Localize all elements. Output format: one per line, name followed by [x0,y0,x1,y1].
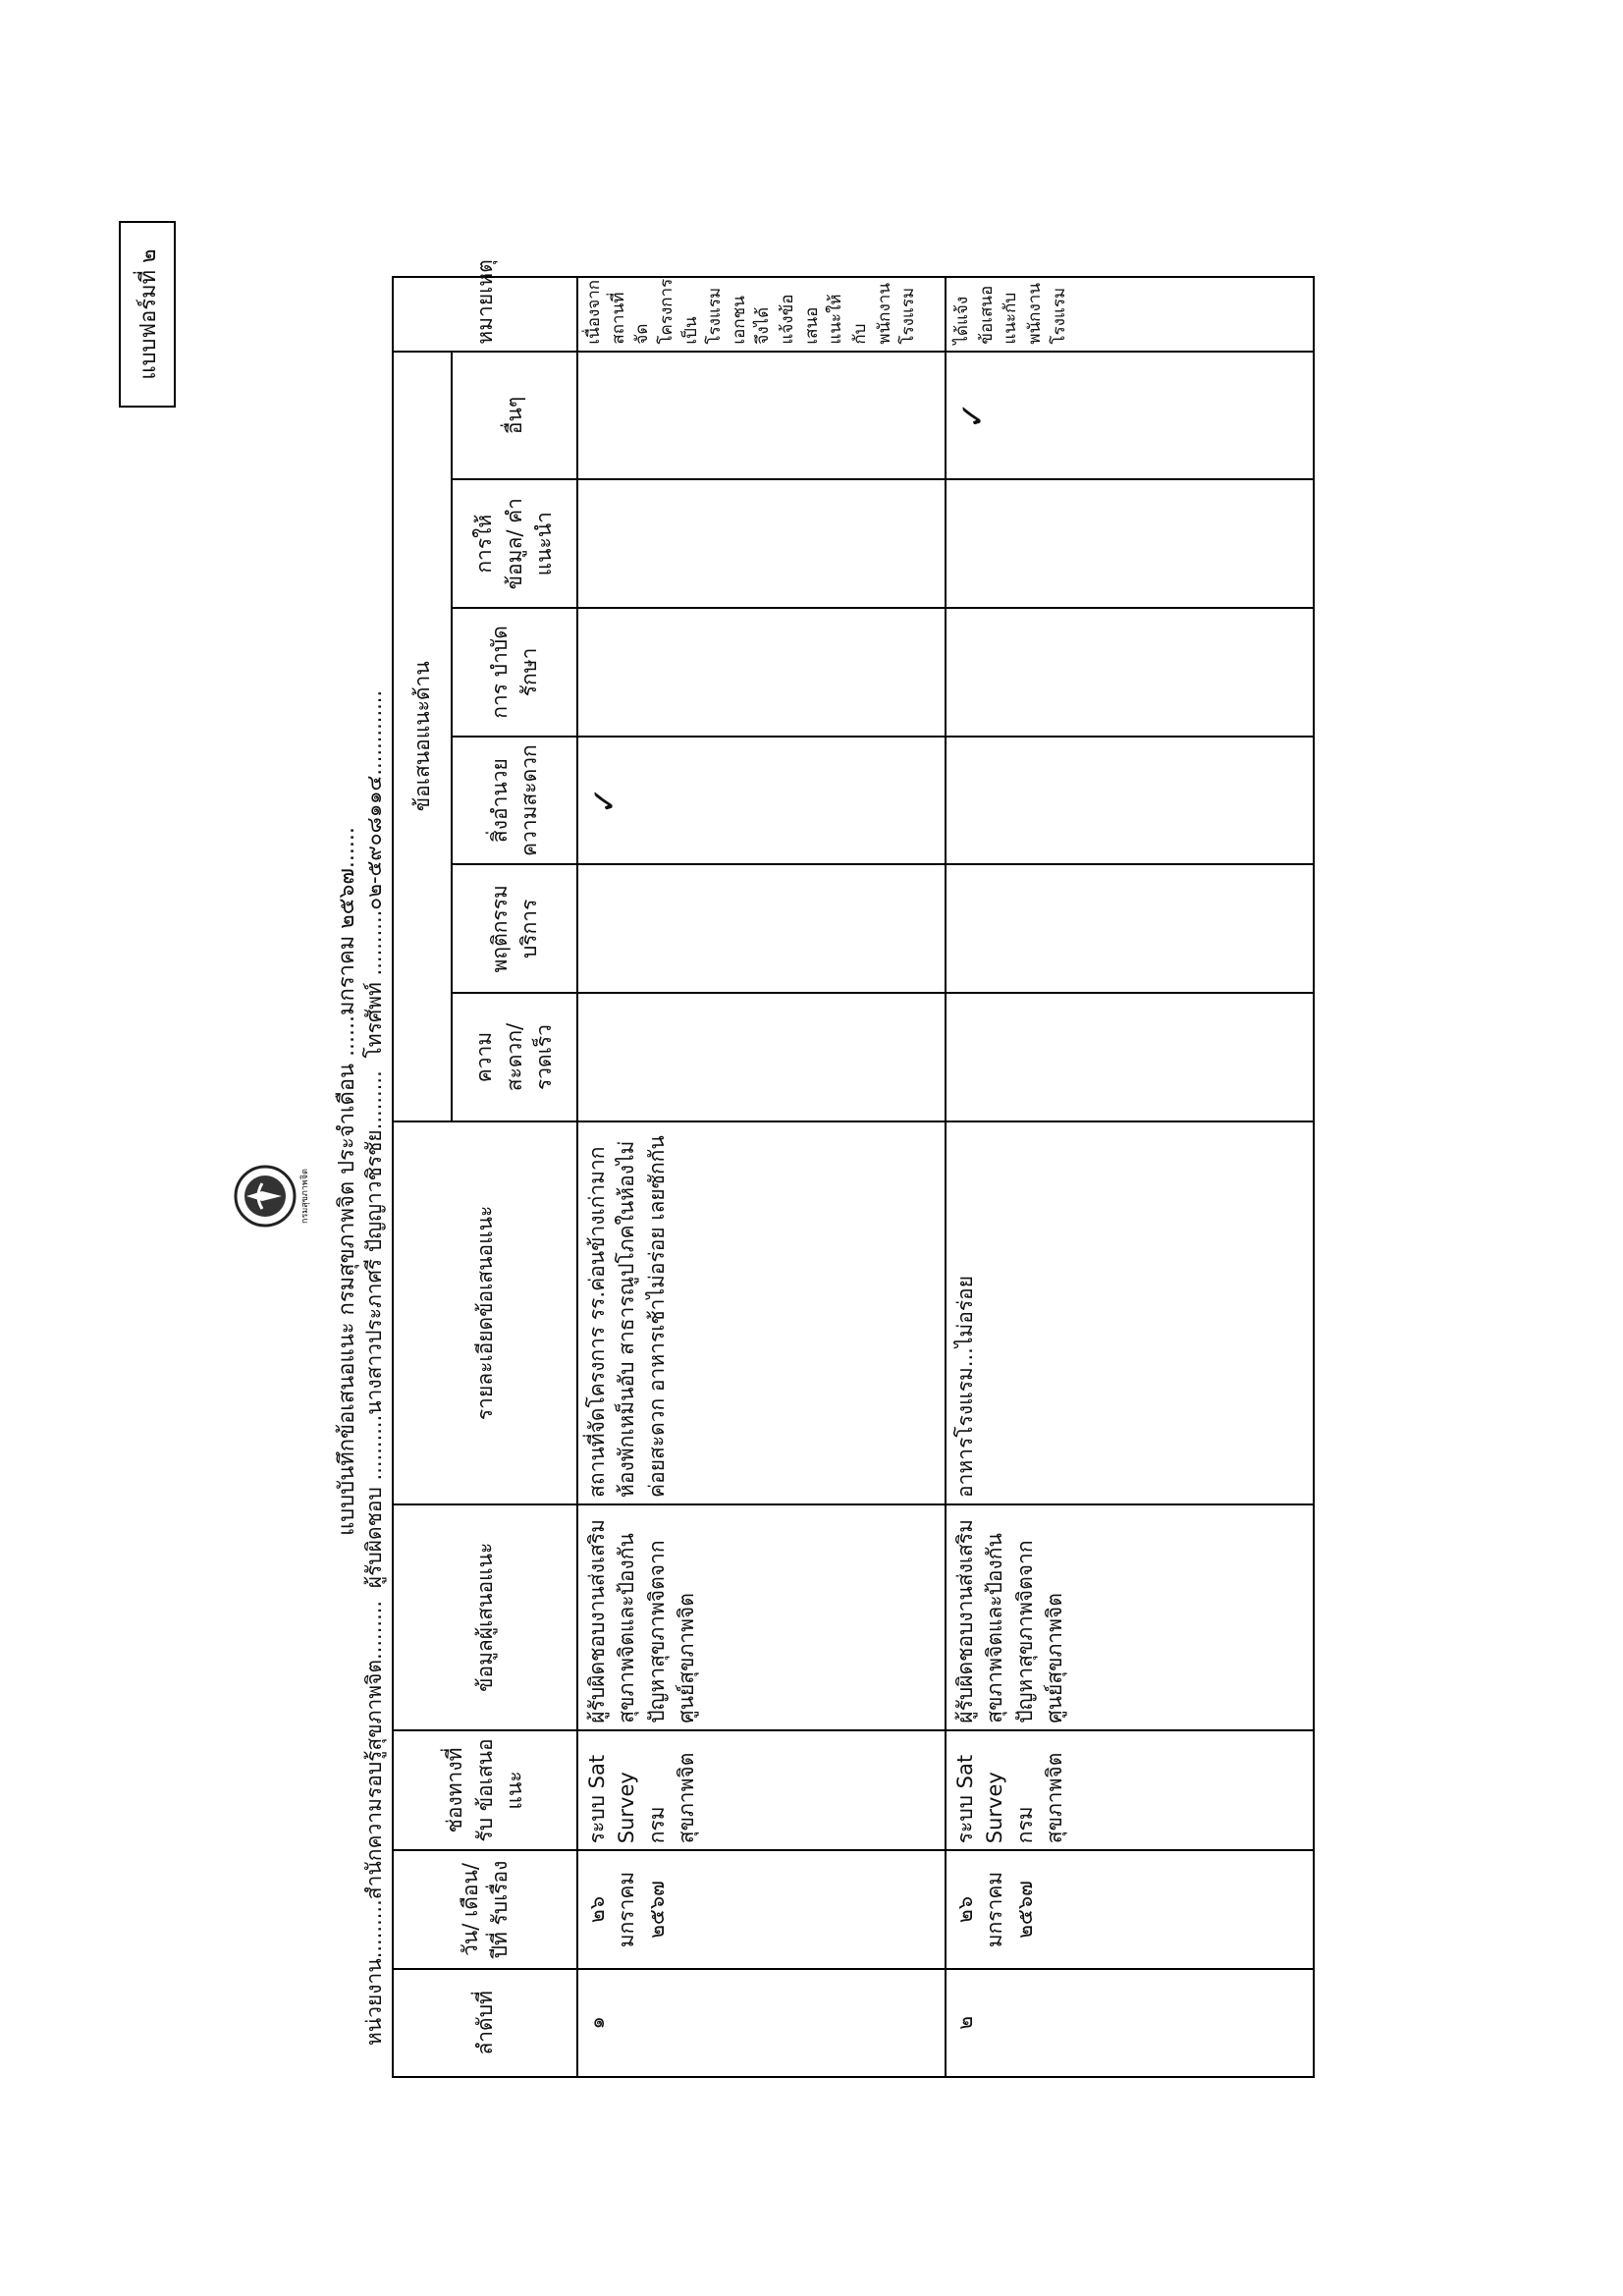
responsible-field: ผู้รับผิดชอบ ..........นางสาวประภาศรี ปัญญาวชิรชัย......... [362,1070,386,1589]
row-2-other [946,352,1314,480]
header-channel: ช่องทางที่ รับ ข้อเสนอแนะ [393,1730,577,1851]
check-mark [582,1000,588,1115]
form-title: แบบบันทึกข้อเสนอแนะ กรมสุขภาพจิต ประจำเดือน ......มกราคม ๒๕๖๗...... [335,827,359,1536]
header-date: วัน/ เดือน/ปีที่ รับเรื่อง [393,1850,577,1968]
check-mark [582,486,588,601]
row-1-speed [577,993,946,1121]
header-other: อื่นๆ [452,352,577,480]
header-facility: สิ่งอำนวย ความสะดวก [452,737,577,865]
row-2-behavior [946,864,1314,993]
header-info: การให้ ข้อมูล/ คำแนะนำ [452,479,577,608]
row-1-detail: สถานที่จัดโครงการ รร.ค่อนข้างเก่ามาก ห้องพักเหม็นอับ สาธารณูปโภคในห้องไม่ค่อยสะดวก อาหารเช้าไม่อร่อย เลยซักกัน [577,1121,946,1504]
rotated-form-sheet [64,64,1321,2232]
header-speed: ความ สะดวก/ รวดเร็ว [452,993,577,1121]
check-mark [950,871,956,986]
table-row [577,277,946,2077]
table-header-row [393,277,452,2077]
row-1-other [577,352,946,480]
row-1-behavior [577,864,946,993]
header-suggestion-group: ข้อเสนอแนะด้าน [393,352,452,1121]
row-1-submitter: ผู้รับผิดชอบงานส่งเสริม สุขภาพจิตและป้องกัน ปัญหาสุขภาพจิตจาก ศูนย์สุขภาพจิต [577,1504,946,1730]
form-info-line [358,180,391,2046]
row-2-submitter: ผู้รับผิดชอบงานส่งเสริม สุขภาพจิตและป้องกัน ปัญหาสุขภาพจิตจาก ศูนย์สุขภาพจิต [946,1504,1314,1730]
row-1-info [577,479,946,608]
row-2-detail: อาหารโรงแรม...ไม่อร่อย [946,1121,1314,1504]
phone-field: โทรศัพท์ ..........๐๒-๕๙๐๘๑๑๔............. [362,689,386,1059]
emblem-caption: กรมสุขภาพจิต [300,1169,310,1224]
form-number-box [119,221,176,408]
row-2-no: ๒ [946,1969,1314,2077]
row-2-remark: ได้แจ้งข้อเสนอแนะกับพนักงานโรงแรม [946,277,1314,352]
check-mark [950,615,956,730]
check-mark [582,358,588,473]
department-emblem-icon [233,1164,298,1229]
row-1-channel: ระบบ Sat Survey กรม สุขภาพจิต [577,1730,946,1851]
header-treatment: การ บำบัดรักษา [452,608,577,737]
header-submitter: ข้อมูลผู้เสนอแนะ [393,1504,577,1730]
row-1-remark: เนื่องจากสถานที่จัดโครงการเป็นโรงแรมเอกชน จึงได้แจ้งข้อเสนอแนะให้กับพนักงานโรงแรม [577,277,946,352]
table-row [946,277,1314,2077]
row-1-no: ๑ [577,1969,946,2077]
header-detail: รายละเอียดข้อเสนอแนะ [393,1121,577,1504]
check-mark: ✓ [585,786,624,815]
row-2-channel: ระบบ Sat Survey กรม สุขภาพจิต [946,1730,1314,1851]
row-2-facility [946,737,1314,865]
check-mark [950,486,956,601]
row-2-speed [946,993,1314,1121]
row-2-date: ๒๖ มกราคม ๒๕๖๗ [946,1850,1314,1968]
check-mark [582,615,588,730]
form-number-label: แบบฟอร์มที่ ๒ [135,248,161,380]
check-mark: ✓ [953,401,993,430]
check-mark [950,743,956,858]
row-1-date: ๒๖ มกราคม ๒๕๖๗ [577,1850,946,1968]
header-behavior: พฤติกรรม บริการ [452,864,577,993]
unit-field: หน่วยงาน.........สำนักความรอบรู้สุขภาพจิต......... [362,1600,386,2046]
suggestion-table [392,259,1315,2078]
header-no: ลำดับที่ [393,1969,577,2077]
check-mark [582,871,588,986]
header-remark: หมายเหตุ [393,277,577,352]
row-2-treatment [946,608,1314,737]
check-mark [950,1000,956,1115]
row-2-info [946,479,1314,608]
row-1-treatment [577,608,946,737]
row-1-facility [577,737,946,865]
